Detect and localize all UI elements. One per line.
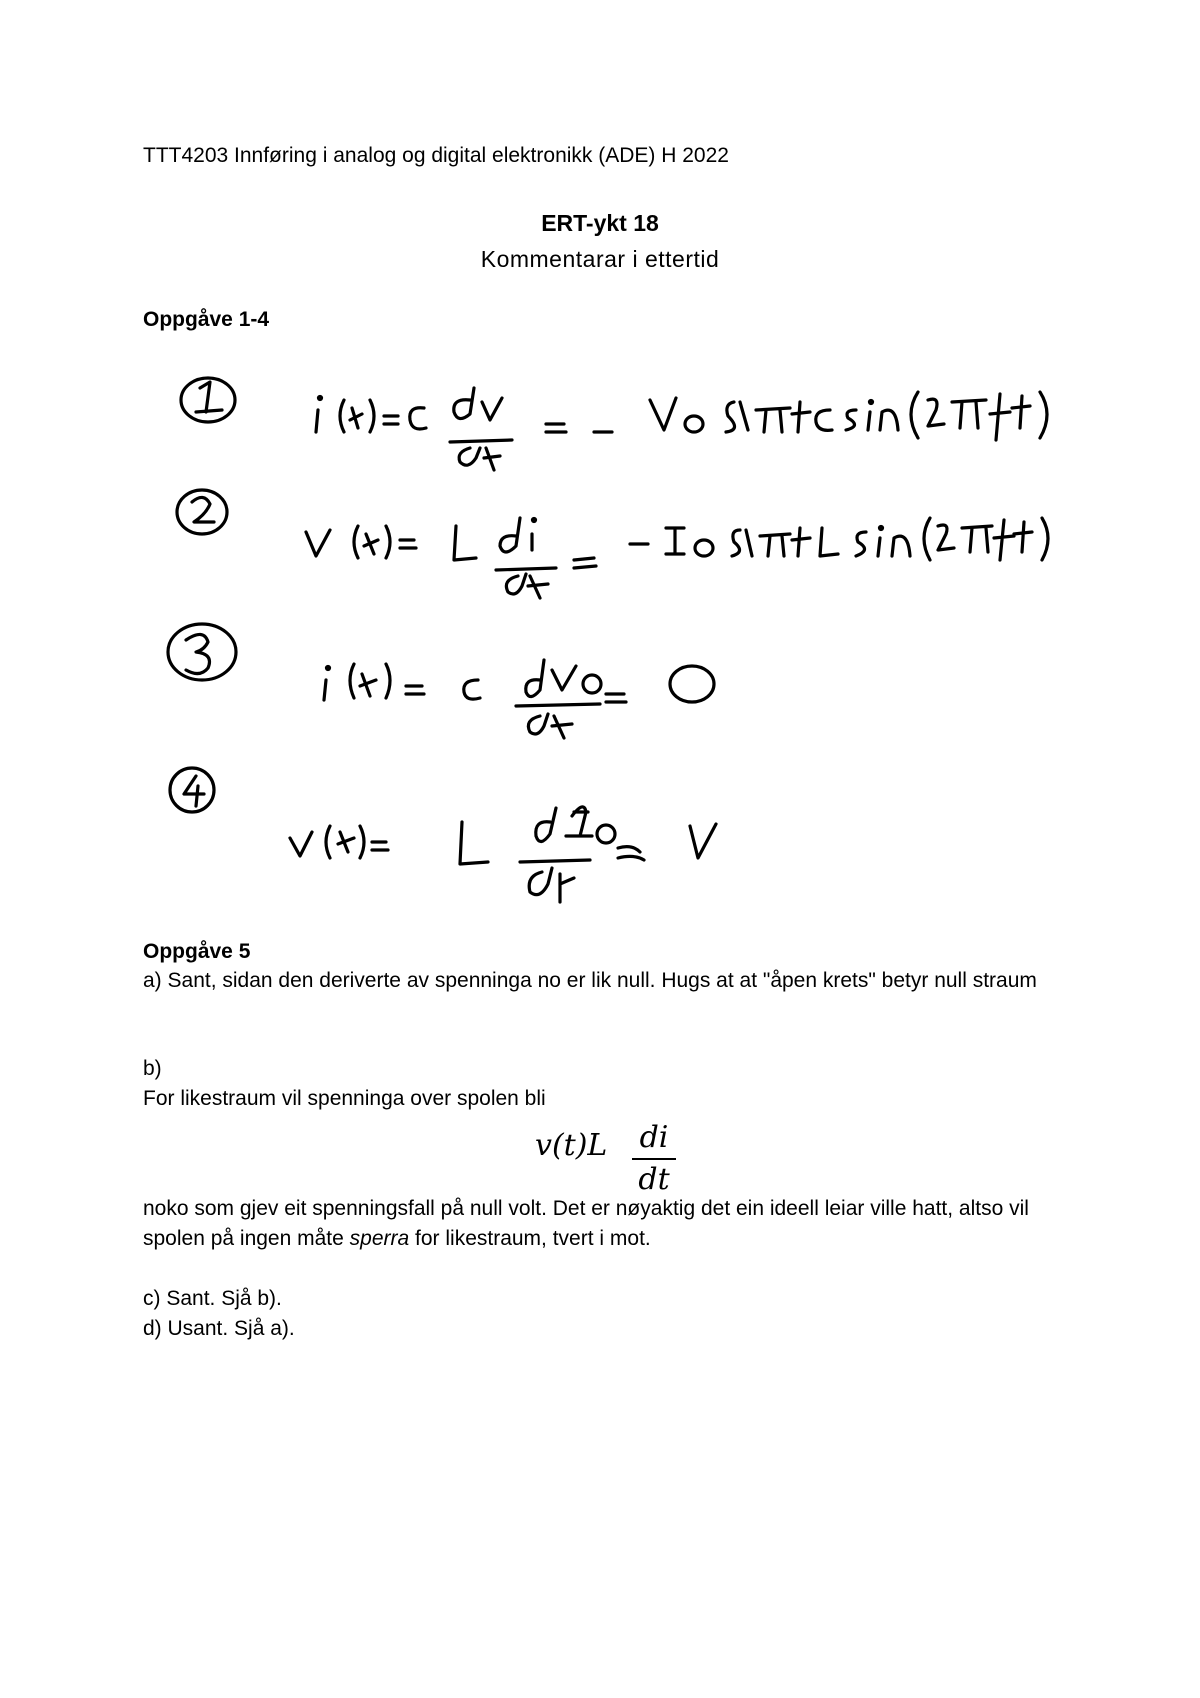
fraction-bar: [632, 1158, 676, 1160]
section-heading-5: Oppgåve 5: [143, 940, 251, 963]
handwritten-eq-3: [168, 624, 714, 738]
answer-b-text-2: for likestraum, tvert i mot.: [409, 1227, 651, 1250]
section-heading-1-4: Oppgåve 1-4: [143, 308, 270, 331]
answer-c: c) Sant. Sjå b).: [143, 1287, 282, 1310]
math-denominator: dt: [638, 1162, 670, 1197]
answer-a: a) Sant, sidan den deriverte av spenninga no er lik null. Hugs at at "åpen krets" betyr null straum: [143, 969, 1037, 992]
answer-b-emphasis: sperra: [349, 1227, 410, 1250]
document-subtitle: Kommentarar i ettertid: [480, 246, 720, 272]
handwritten-eq-4: [170, 768, 716, 902]
answer-b-text-1: noko som gjev eit spenningsfall på null volt. Det er nøyaktig det ein ideell leiar ville hatt, altso vil spolen på ingen måte: [143, 1197, 1029, 1250]
math-expression: v(t)L: [535, 1128, 608, 1163]
handwritten-eq-1: [181, 378, 1047, 470]
answer-d: d) Usant. Sjå a).: [143, 1317, 295, 1340]
answer-b-label: b): [143, 1057, 162, 1080]
answer-b-intro: For likestraum vil spenninga over spolen bli: [143, 1087, 546, 1110]
math-numerator: di: [639, 1120, 669, 1155]
math-fraction: [632, 1120, 676, 1198]
answer-b-explanation: [143, 1194, 1073, 1254]
handwritten-eq-2: [177, 490, 1048, 598]
document-title: ERT-ykt 18: [541, 210, 659, 236]
document-header: TTT4203 Innføring i analog og digital elektronikk (ADE) H 2022: [143, 144, 729, 167]
